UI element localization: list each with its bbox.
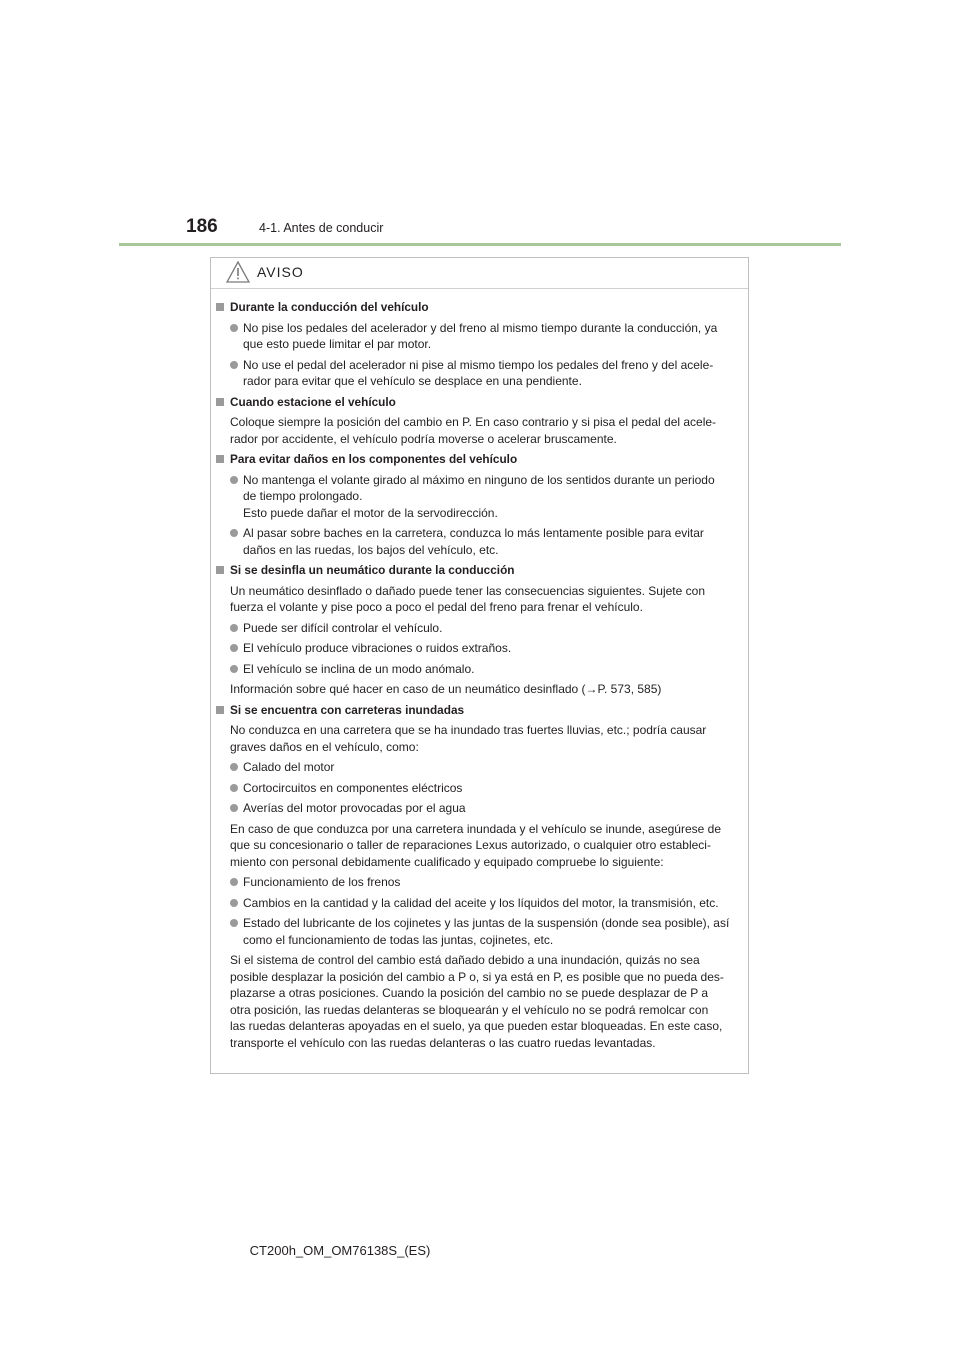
text-line: Puede ser difícil controlar el vehículo.: [243, 620, 443, 635]
paragraph: [216, 722, 746, 755]
text-line: El vehículo se inclina de un modo anómalo.: [243, 661, 475, 676]
square-bullet-icon: [216, 566, 224, 574]
text-line: graves daños en el vehículo, como:: [230, 739, 419, 754]
text-line: fuerza el volante y pise poco a poco el pedal del freno para frenar el vehículo.: [230, 600, 643, 614]
bullet-item: [216, 620, 746, 637]
section-heading-text: Si se encuentra con carreteras inundadas: [230, 702, 465, 717]
text-line: daños en las ruedas, los bajos del vehículo, etc.: [243, 542, 499, 557]
section-heading-text: Si se desinfla un neumático durante la conducción: [230, 563, 515, 577]
paragraph: [216, 952, 746, 1051]
text-line: transporte el vehículo con las ruedas delanteras o las cuatro ruedas levantadas.: [230, 1035, 656, 1050]
section-heading: [216, 451, 746, 468]
text-line: Coloque siempre la posición del cambio en P. En caso contrario y si pisa el pedal del acele-: [230, 415, 717, 429]
text-line: como el funcionamiento de todas las juntas, cojinetes, etc.: [243, 932, 554, 947]
section-heading: [216, 562, 746, 579]
text-line: que esto puede limitar el par motor.: [243, 337, 432, 351]
text-line: Al pasar sobre baches en la carretera, conduzca lo más lentamente posible para evitar: [243, 526, 704, 540]
section-heading-text: Cuando estacione el vehículo: [230, 394, 396, 409]
circle-bullet-icon: [230, 361, 238, 369]
text-line: rador para evitar que el vehículo se desplace en una pendiente.: [243, 374, 582, 388]
paragraph: [216, 681, 746, 698]
section-heading: [216, 702, 746, 719]
square-bullet-icon: [216, 303, 224, 311]
text-line: las ruedas delanteras apoyadas en el suelo, ya que pueden estar bloqueadas. En este caso,: [230, 1019, 723, 1033]
text-line: Esto puede dañar el motor de la servodirección.: [243, 505, 498, 520]
bullet-item: [216, 661, 746, 678]
paragraph: [216, 821, 746, 871]
circle-bullet-icon: [230, 476, 238, 484]
section-heading-text: Durante la conducción del vehículo: [230, 300, 429, 314]
section-title: 4-1. Antes de conducir: [259, 221, 384, 235]
warning-box: [210, 257, 749, 1074]
circle-bullet-icon: [230, 804, 238, 812]
bullet-item: [216, 759, 746, 776]
warning-content: [216, 299, 746, 1055]
circle-bullet-icon: [230, 529, 238, 537]
square-bullet-icon: [216, 398, 224, 406]
text-line: No use el pedal del acelerador ni pise al mismo tiempo los pedales del freno y del acele-: [243, 357, 714, 372]
bullet-item: [216, 472, 746, 522]
square-bullet-icon: [216, 455, 224, 463]
section-heading: [216, 394, 746, 411]
circle-bullet-icon: [230, 784, 238, 792]
text-line: miento con personal debidamente cualificado y equipado compruebe lo siguiente:: [230, 854, 664, 869]
text-line: de tiempo prolongado.: [243, 489, 363, 503]
warning-title: AVISO: [257, 264, 304, 280]
text-line: Calado del motor: [243, 760, 335, 774]
section-heading-text: Para evitar daños en los componentes del vehículo: [230, 452, 518, 466]
text-line: No conduzca en una carretera que se ha inundado tras fuertes lluvias, etc.; podría causar: [230, 723, 707, 737]
text-line: Averías del motor provocadas por el agua: [243, 801, 466, 815]
bullet-item: [216, 895, 746, 912]
circle-bullet-icon: [230, 624, 238, 632]
warning-header: [211, 258, 748, 289]
circle-bullet-icon: [230, 878, 238, 886]
text-line: El vehículo produce vibraciones o ruidos extraños.: [243, 641, 512, 655]
text-line: rador por accidente, el vehículo podría moverse o acelerar bruscamente.: [230, 431, 617, 446]
text-line: plazarse a otras posiciones. Cuando la posición del cambio no se puede desplazar de P a: [230, 986, 709, 1000]
circle-bullet-icon: [230, 899, 238, 907]
circle-bullet-icon: [230, 763, 238, 771]
warning-triangle-icon: [226, 261, 250, 283]
text-line: posible desplazar la posición del cambio a P o, si ya está en P, es posible que no pueda des-: [230, 969, 724, 984]
text-line: otra posición, las ruedas delanteras se bloquearán y el vehículo no se podrá remolcar con: [230, 1002, 709, 1017]
header-rule: [119, 243, 841, 246]
bullet-item: [216, 357, 746, 390]
document-code: CT200h_OM_OM76138S_(ES): [249, 1243, 431, 1258]
paragraph: [216, 414, 746, 447]
text-line: que su concesionario o taller de reparaciones Lexus autorizado, o cualquier otro estableci-: [230, 838, 711, 852]
bullet-item: [216, 874, 746, 891]
text-line: Estado del lubricante de los cojinetes y las juntas de la suspensión (donde sea posible), así: [243, 916, 730, 930]
page-number: 186: [186, 216, 218, 237]
bullet-item: [216, 780, 746, 797]
text-line: No pise los pedales del acelerador y del freno al mismo tiempo durante la conducción, ya: [243, 320, 718, 335]
bullet-item: [216, 640, 746, 657]
text-line: Funcionamiento de los frenos: [243, 875, 401, 889]
circle-bullet-icon: [230, 644, 238, 652]
paragraph: [216, 583, 746, 616]
circle-bullet-icon: [230, 919, 238, 927]
circle-bullet-icon: [230, 324, 238, 332]
text-line: Un neumático desinflado o dañado puede tener las consecuencias siguientes. Sujete con: [230, 583, 705, 598]
section-heading: [216, 299, 746, 316]
bullet-item: [216, 525, 746, 558]
bullet-item: [216, 320, 746, 353]
text-line: Si el sistema de control del cambio está dañado debido a una inundación, quizás no sea: [230, 953, 700, 967]
text-line: En caso de que conduzca por una carretera inundada y el vehículo se inunde, asegúrese de: [230, 821, 722, 836]
circle-bullet-icon: [230, 665, 238, 673]
text-line: No mantenga el volante girado al máximo en ninguno de los sentidos durante un periodo: [243, 472, 715, 487]
bullet-item: [216, 915, 746, 948]
square-bullet-icon: [216, 706, 224, 714]
text-line: Información sobre qué hacer en caso de un neumático desinflado (→P. 573, 585): [230, 682, 662, 696]
text-line: Cortocircuitos en componentes eléctricos: [243, 780, 463, 795]
bullet-item: [216, 800, 746, 817]
text-line: Cambios en la cantidad y la calidad del aceite y los líquidos del motor, la transmisión, etc.: [243, 895, 719, 910]
